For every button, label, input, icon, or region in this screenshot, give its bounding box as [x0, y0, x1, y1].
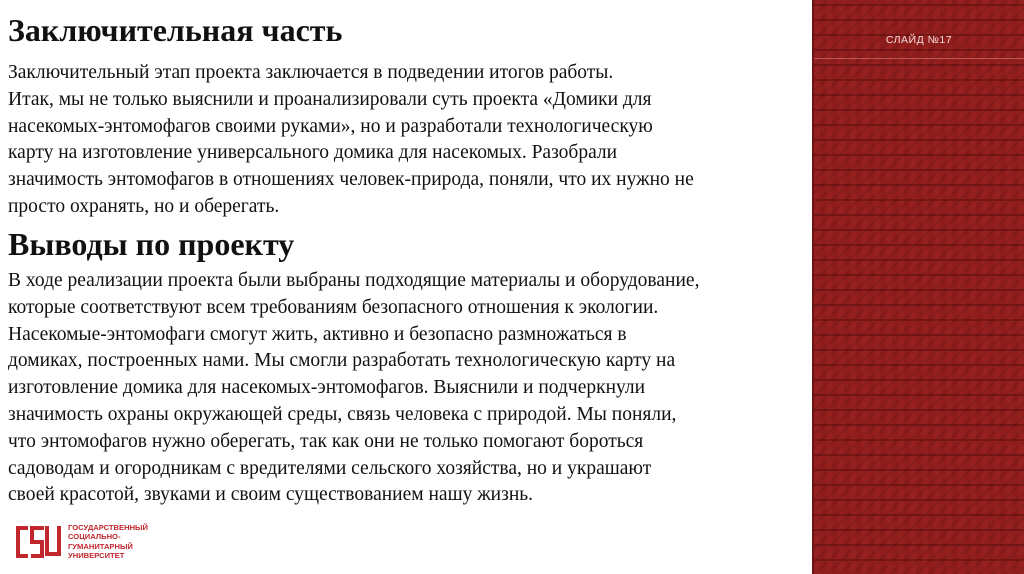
text-line: которые соответствуют всем требованиям безопасного отношения к экологии.: [8, 296, 659, 318]
text-line: Итак, мы не только выяснили и проанализировали суть проекта «Домики для: [8, 88, 652, 110]
text-line: значимость энтомофагов в отношениях человек-природа, поняли, что их нужно не: [8, 169, 694, 191]
text-line: В ходе реализации проекта были выбраны подходящие материалы и оборудование,: [8, 270, 700, 291]
text-line: Насекомые-энтомофаги смогут жить, активно и безопасно размножаться в: [8, 323, 627, 345]
section2-paragraph: [8, 268, 808, 509]
side-divider: [814, 58, 1024, 59]
logo-line: СОЦИАЛЬНО-: [68, 532, 121, 542]
text-line: Заключительный этап проекта заключается в подведении итогов работы.: [8, 62, 614, 83]
text-line: своей красотой, звуками и своим существованием нашу жизнь.: [8, 484, 534, 506]
text-line: значимость охраны окружающей среды, связь человека с природой. Мы поняли,: [8, 403, 677, 425]
university-logo: [14, 522, 204, 562]
section1-heading: Заключительная часть: [8, 12, 343, 48]
logo-line: ГУМАНИТАРНЫЙ: [68, 541, 133, 551]
logo-line: ГОСУДАРСТВЕННЫЙ: [68, 523, 148, 532]
university-name: [68, 523, 148, 561]
text-line: домиках, построенных нами. Мы смогли разработать технологическую карту на: [8, 350, 676, 372]
gsgu-logo-icon: [14, 522, 62, 562]
text-line: изготовление домика для насекомых-энтомофагов. Выяснили и подчеркнули: [8, 377, 646, 399]
decorative-side-panel: [812, 0, 1024, 574]
text-line: садоводам и огородникам с вредителями сельского хозяйства, но и украшают: [8, 457, 652, 479]
text-line: насекомых-энтомофагов своими руками», но и разработали технологическую: [8, 115, 653, 137]
text-line: что энтомофагов нужно оберегать, так как они не только помогают бороться: [8, 430, 644, 452]
logo-line: УНИВЕРСИТЕТ: [68, 551, 125, 561]
slide-number: СЛАЙД №17: [885, 34, 953, 46]
text-line: карту на изготовление универсального домика для насекомых. Разобрали: [8, 142, 618, 164]
section1-paragraph: [8, 60, 808, 221]
section2-heading: Выводы по проекту: [8, 226, 295, 262]
text-line: просто охранять, но и оберегать.: [8, 195, 280, 217]
